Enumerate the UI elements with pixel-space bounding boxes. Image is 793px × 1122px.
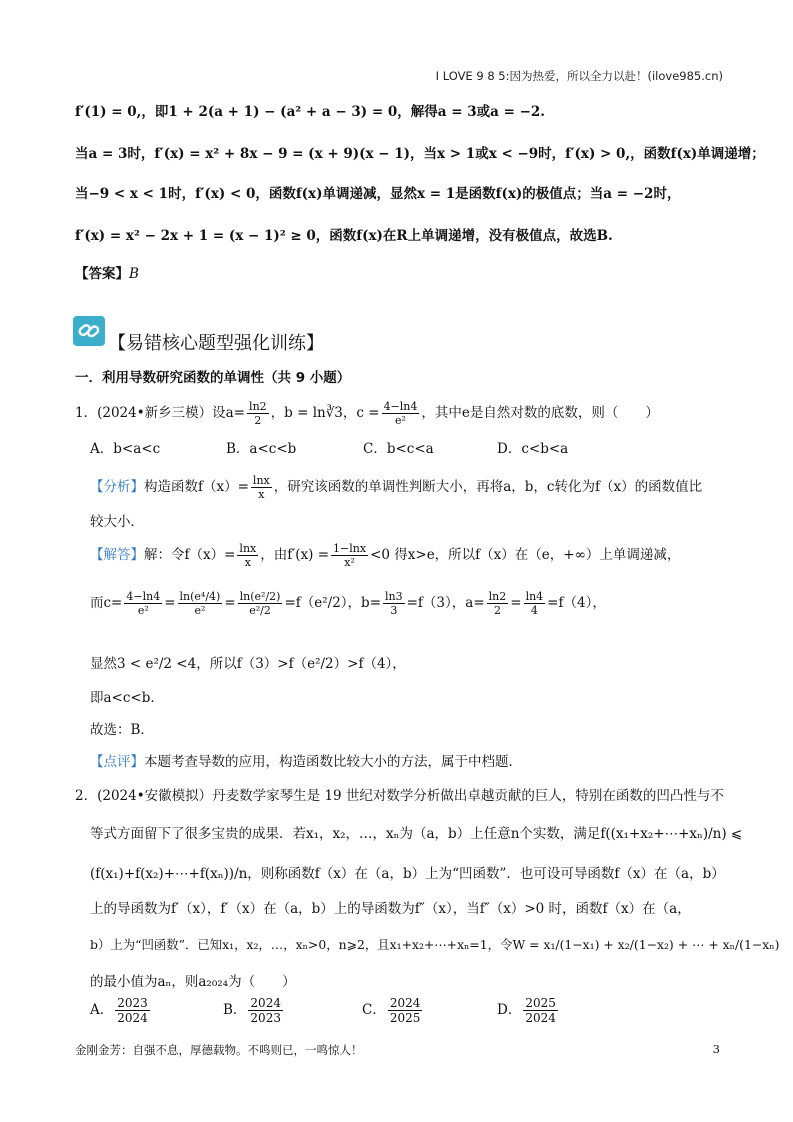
denominator: 4 — [530, 604, 538, 617]
denominator: 2023 — [250, 1011, 281, 1025]
numerator: ln(e²/2) — [239, 590, 281, 603]
numerator: ln(e⁴/4) — [179, 590, 221, 603]
fraction — [238, 590, 283, 617]
fraction — [523, 996, 558, 1025]
stem-text: ，b = ln∛3，c = — [270, 405, 380, 421]
fraction — [383, 590, 405, 617]
analysis-line: 较大小． — [90, 514, 144, 530]
stem-text: ，其中e是自然对数的底数，则（ ） — [421, 405, 659, 421]
numerator: ln4 — [525, 590, 544, 603]
denominator: 2024 — [525, 1011, 556, 1025]
answer-line — [75, 262, 139, 282]
solution-text: 而c= — [90, 595, 123, 611]
option-label: C． — [362, 1002, 386, 1018]
fraction — [248, 996, 283, 1025]
denominator: 3 — [390, 604, 398, 617]
option-label: A． — [90, 1002, 114, 1018]
numerator: ln2 — [488, 590, 507, 603]
question-2-line: (f(x₁)+f(x₂)+⋯+f(xₙ))/n，则称函数f（x）在（a，b）上为“凹函数”．也可设可导函数f（x）在（a，b） — [90, 866, 725, 882]
numerator: ln2 — [249, 400, 267, 413]
denominator: x — [258, 488, 265, 501]
solution-line: 当−9 < x < 1时，f′(x) < 0，函数f(x)单调递减，显然x = 1是函数f(x)的极值点；当a = −2时， — [75, 186, 681, 202]
page-footer-motto: 金刚金芳：自强不息，厚德载物。不鸣则已，一鸣惊人！ — [75, 1043, 363, 1057]
solution-line: f′(x) = x² − 2x + 1 = (x − 1)² ≥ 0，函数f(x)在R上单调递增，没有极值点，故选B. — [75, 228, 613, 244]
solution-line: f′(1) = 0,，即1 + 2(a + 1) − (a² + a − 3) = 0，解得a = 3或a = −2. — [75, 104, 545, 120]
solution-text: =f（e²/2），b= — [284, 595, 382, 611]
page-number: 3 — [712, 1042, 720, 1056]
option-c — [362, 996, 424, 1025]
question-1-stem — [75, 400, 659, 427]
question-2-line: b）上为“凹函数”．已知x₁，x₂，…，xₙ>0，n⩾2，且x₁+x₂+⋯+xₙ=1，令W = x₁/(1−x₁) + x₂/(1−x₂) + ⋯ + xₙ/(1−xₙ) — [90, 937, 780, 952]
fraction — [178, 590, 223, 617]
answer-value: B — [129, 266, 139, 282]
fraction — [124, 590, 162, 617]
stem-text: 1．(2024•新乡三模）设a= — [75, 405, 246, 421]
denominator: 2 — [254, 414, 262, 427]
denominator: 2025 — [389, 1011, 421, 1025]
denominator: e² — [395, 414, 406, 427]
solution-line: 显然3 < e²/2 <4，所以f（3）>f（e²/2）>f（4）， — [90, 656, 406, 672]
option-a: A．b<a<c — [90, 441, 161, 457]
numerator: 2023 — [117, 996, 148, 1010]
fraction — [247, 400, 269, 427]
numerator: ln3 — [385, 590, 403, 603]
option-label: B． — [223, 1002, 247, 1018]
fraction — [331, 542, 368, 569]
denominator: 2024 — [117, 1011, 148, 1025]
solution-line: 故选：B． — [90, 722, 154, 738]
comment-tag: 【点评】 — [90, 754, 144, 770]
page-header: I LOVE 9 8 5:因为热爱，所以全力以赴！(ilove985.cn) — [435, 69, 723, 83]
numerator: 2025 — [525, 996, 556, 1010]
solution-text: =f（4）， — [547, 595, 606, 611]
link-icon — [73, 316, 105, 346]
solution-text: 解：令f（x）= — [144, 547, 236, 563]
solution-tag: 【解答】 — [90, 547, 144, 563]
solution-line: 即a<c<b． — [90, 690, 164, 706]
denominator: e²/2 — [249, 604, 271, 617]
numerator: 2024 — [389, 996, 421, 1010]
question-2-line: 的最小值为aₙ，则a₂₀₂₄为（ ） — [90, 974, 296, 990]
solution-line: 当a = 3时，f′(x) = x² + 8x − 9 = (x + 9)(x − 1)，当x > 1或x < −9时，f′(x) > 0,，函数f(x)单调递增； — [75, 146, 765, 162]
fraction — [487, 590, 509, 617]
denominator: 2 — [493, 604, 501, 617]
analysis-line — [90, 474, 702, 501]
option-a — [90, 996, 152, 1025]
numerator: 1−lnx — [333, 542, 367, 555]
denominator: x — [244, 556, 251, 569]
answer-label: 【答案】 — [75, 266, 129, 282]
question-2-line: 等式方面留下了很多宝贵的成果．若x₁，x₂，…，xₙ为（a，b）上任意n个实数，满足f((x₁+x₂+⋯+xₙ)/n) ⩽ — [90, 826, 743, 842]
question-2-line: 2．(2024•安徽模拟）丹麦数学家琴生是 19 世纪对数学分析做出卓越贡献的巨人，特别在函数的凹凸性与不 — [75, 788, 724, 804]
fraction — [115, 996, 150, 1025]
fraction — [237, 542, 258, 569]
option-b — [223, 996, 285, 1025]
fraction — [524, 590, 546, 617]
question-2-line: 上的导函数为f′（x），f′（x）在（a，b）上的导函数为f″（x），当f″（x）>0 时，函数f（x）在（a， — [90, 901, 691, 917]
denominator: x² — [344, 556, 355, 569]
solution-line — [90, 542, 680, 569]
section-title: 【易错核心题型强化训练】 — [108, 333, 324, 354]
analysis-tag: 【分析】 — [90, 479, 144, 495]
denominator: e² — [194, 604, 206, 617]
option-d — [497, 996, 560, 1025]
solution-text: <0 得x>e，所以f（x）在（e，+∞）上单调递减， — [370, 547, 681, 563]
section-subtitle: 一．利用导数研究函数的单调性（共 9 小题） — [75, 370, 351, 386]
fraction — [251, 474, 272, 501]
comment-line — [90, 750, 522, 770]
analysis-text: 构造函数f（x）= — [144, 479, 249, 495]
option-label: D． — [497, 1002, 522, 1018]
option-c: C．b<c<a — [363, 441, 434, 457]
fraction — [388, 996, 423, 1025]
numerator: 4−ln4 — [383, 400, 418, 413]
denominator: e² — [137, 604, 149, 617]
option-d: D．c<b<a — [497, 441, 569, 457]
solution-text: ，由f′(x) = — [260, 547, 330, 563]
numerator: 4−ln4 — [126, 590, 161, 603]
fraction — [382, 400, 420, 427]
numerator: 2024 — [250, 996, 281, 1010]
numerator: lnx — [252, 474, 270, 487]
solution-text: =f（3），a= — [406, 595, 485, 611]
analysis-text: ，研究该函数的单调性判断大小，再将a，b，c转化为f（x）的函数值比 — [273, 479, 703, 495]
numerator: lnx — [239, 542, 257, 555]
option-b: B．a<c<b — [226, 441, 297, 457]
solution-line: 而c= $\frac{4-\ln 4}{\text{e²}}$ = $\frac{\text{ln(e⁴/4)}}{\text{e²}}$ = $\frac{\text{ln(e²/2)}}{\text{e²/2}}$ =f（e²/2），b= $\frac{\ln 3}{3}$ =f（3），a= $\frac{\ln 2}{2}$ = $\frac{\ln 4}{4}$ =f（4）， — [90, 590, 606, 617]
comment-text: 本题考查导数的应用，构造函数比较大小的方法，属于中档题． — [144, 754, 522, 770]
